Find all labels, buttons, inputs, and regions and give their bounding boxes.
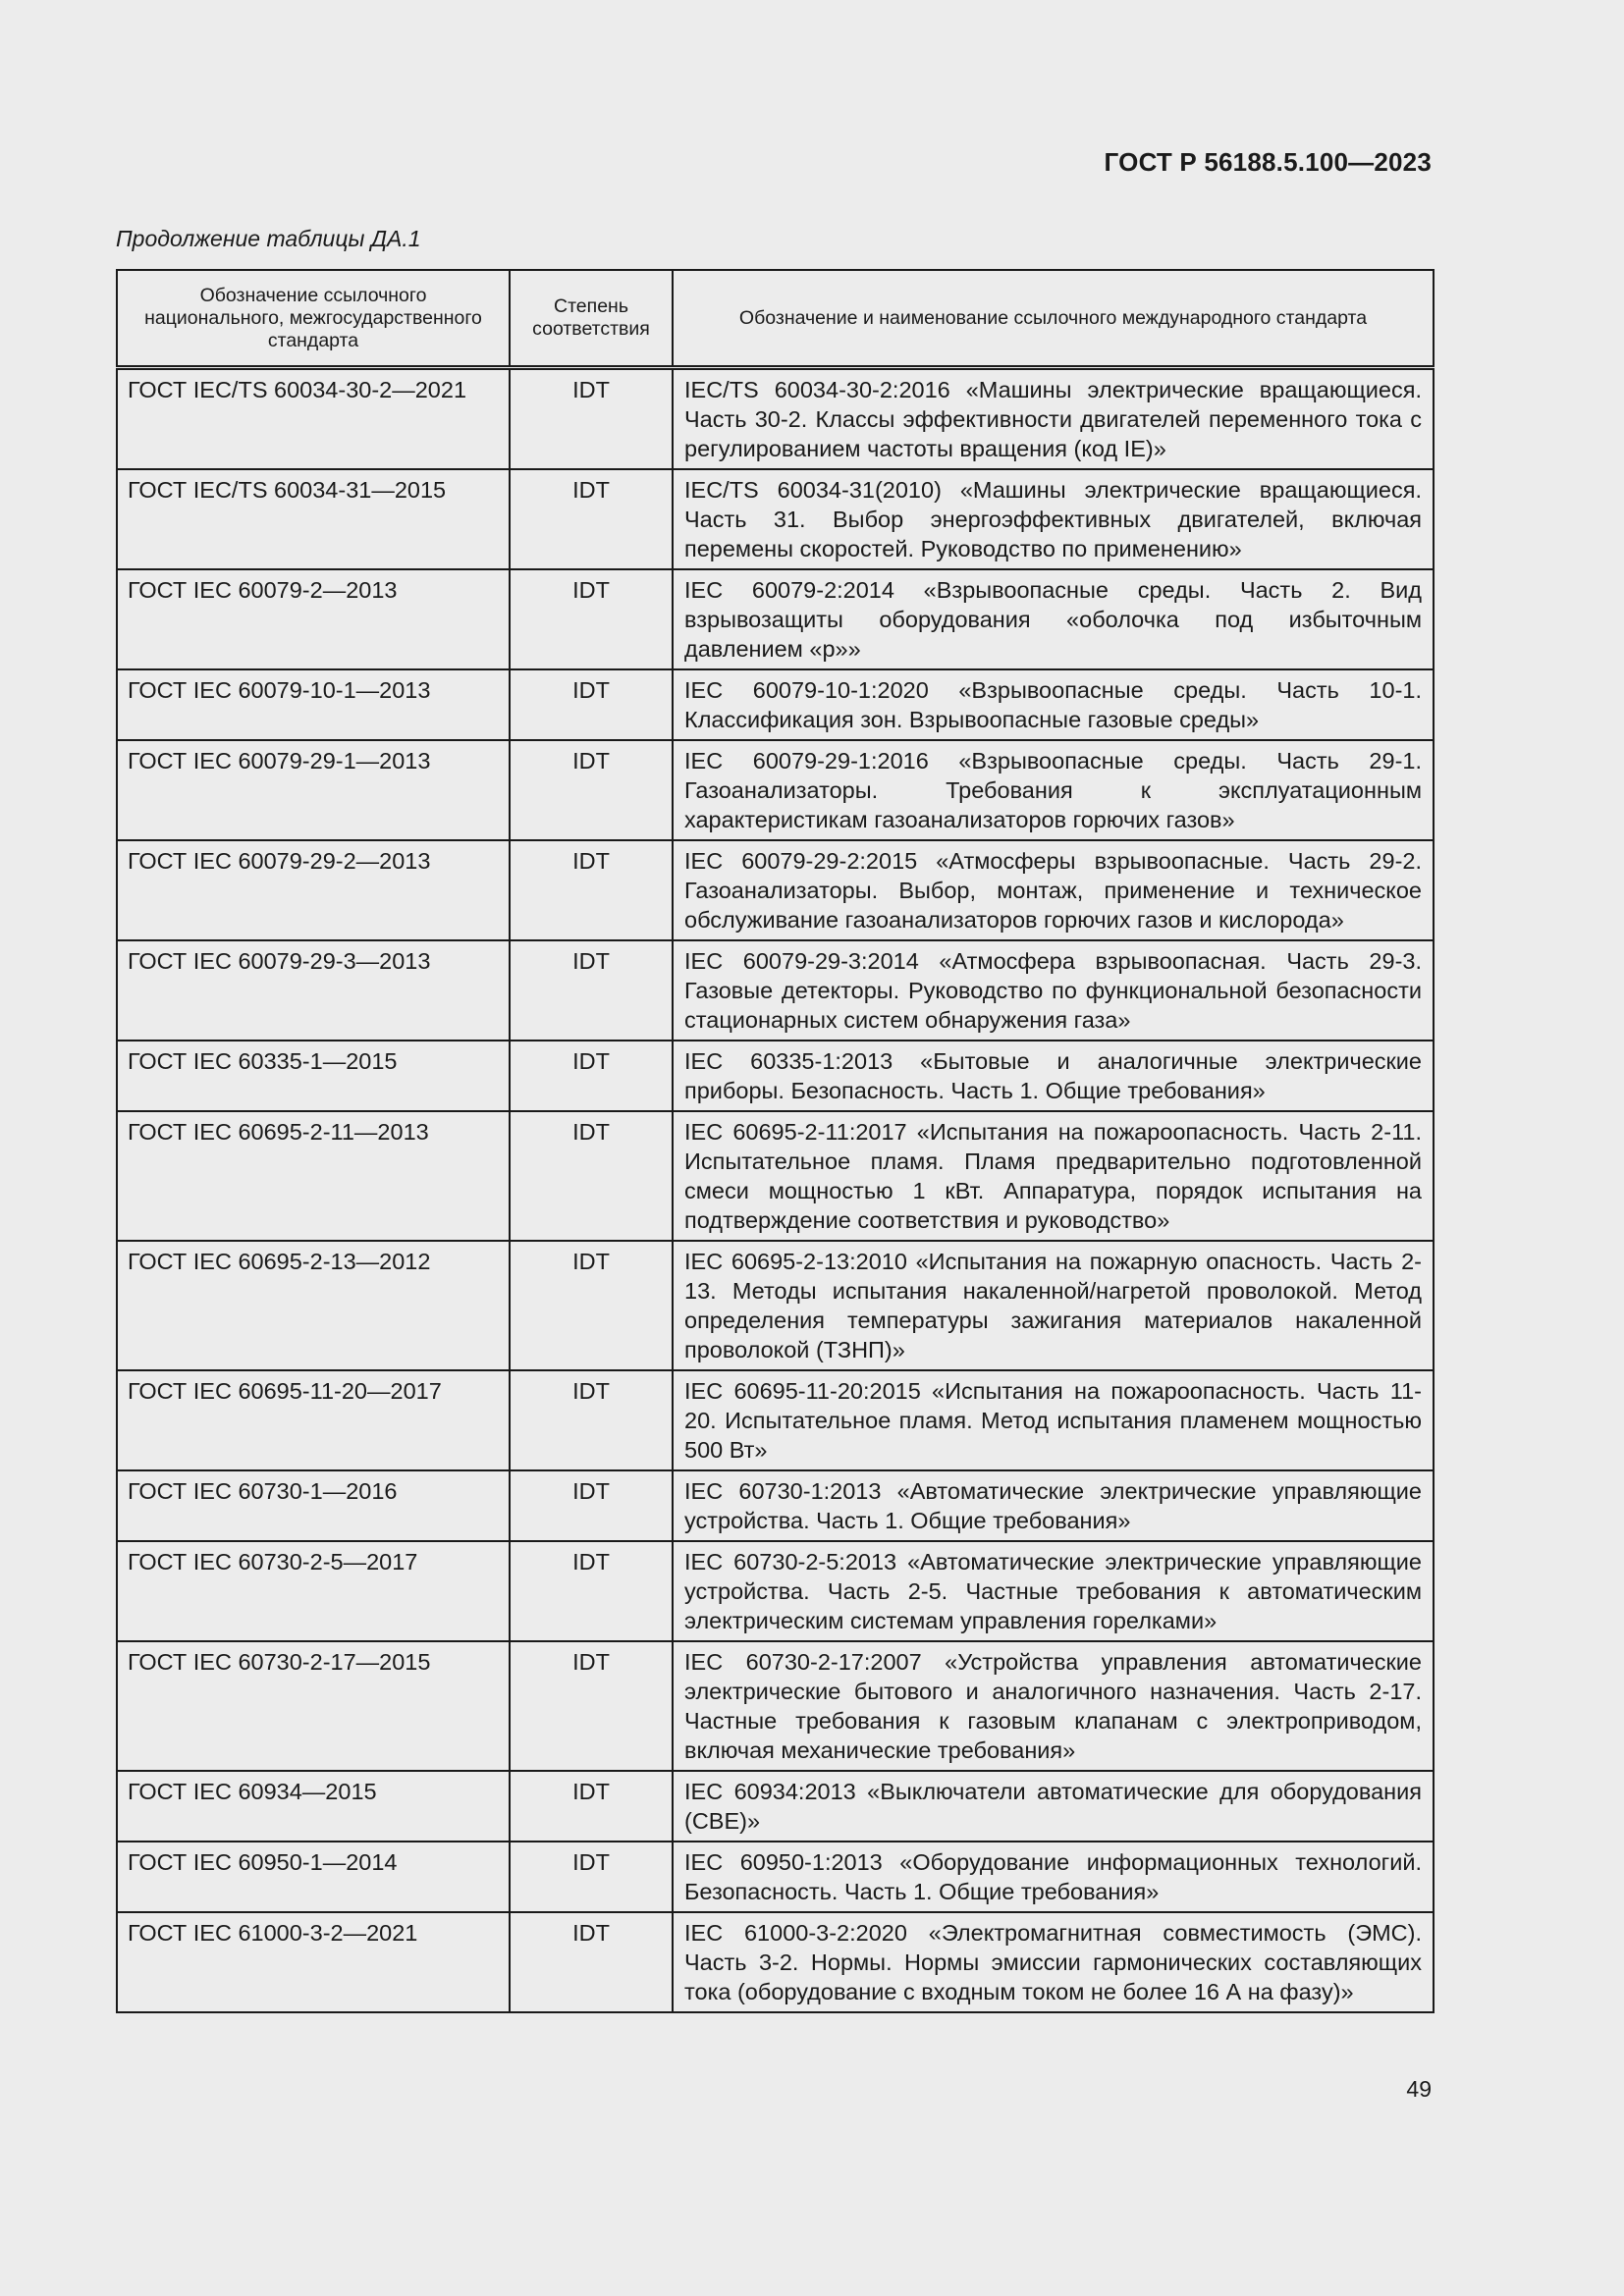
- table-row: [117, 1912, 1434, 2012]
- cell-national-standard: ГОСТ IEC 60335-1—2015: [117, 1041, 510, 1111]
- cell-degree: IDT: [510, 1641, 673, 1771]
- cell-degree: IDT: [510, 469, 673, 569]
- cell-international-standard: IEC 60079-29-2:2015 «Атмосферы взрывоопасные. Часть 29-2. Газоанализаторы. Выбор, монтаж, применение и техническое обслуживание газоанализаторов горючих газов и кислорода»: [673, 840, 1434, 940]
- cell-international-standard: IEC 60079-29-3:2014 «Атмосфера взрывоопасная. Часть 29-3. Газовые детекторы. Руководство по функциональной безопасности стационарных систем обнаружения газа»: [673, 940, 1434, 1041]
- cell-national-standard: ГОСТ IEC 60695-2-13—2012: [117, 1241, 510, 1370]
- cell-degree: IDT: [510, 1842, 673, 1912]
- cell-international-standard: IEC 60934:2013 «Выключатели автоматические для оборудования (CBE)»: [673, 1771, 1434, 1842]
- table-header: [117, 270, 1434, 368]
- table-row: [117, 840, 1434, 940]
- cell-national-standard: ГОСТ IEC 60079-29-1—2013: [117, 740, 510, 840]
- document-code: ГОСТ Р 56188.5.100—2023: [1104, 147, 1432, 177]
- cell-national-standard: ГОСТ IEC 60950-1—2014: [117, 1842, 510, 1912]
- reference-standards-table: [116, 269, 1435, 2013]
- cell-degree: IDT: [510, 840, 673, 940]
- cell-international-standard: IEC 61000-3-2:2020 «Электромагнитная совместимость (ЭМС). Часть 3-2. Нормы. Нормы эмиссии гармонических составляющих тока (оборудование с входным током не более 16 А на фазу)»: [673, 1912, 1434, 2012]
- table-row: [117, 940, 1434, 1041]
- column-header-degree: Степень соответствия: [510, 270, 673, 368]
- cell-international-standard: IEC 60950-1:2013 «Оборудование информационных технологий. Безопасность. Часть 1. Общие требования»: [673, 1842, 1434, 1912]
- cell-degree: IDT: [510, 1241, 673, 1370]
- cell-national-standard: ГОСТ IEC 60730-2-17—2015: [117, 1641, 510, 1771]
- cell-national-standard: ГОСТ IEC 60079-29-2—2013: [117, 840, 510, 940]
- cell-national-standard: ГОСТ IEC 60695-2-11—2013: [117, 1111, 510, 1241]
- cell-national-standard: ГОСТ IEC 60695-11-20—2017: [117, 1370, 510, 1470]
- cell-degree: IDT: [510, 368, 673, 470]
- table-row: [117, 1241, 1434, 1370]
- table-row: [117, 1641, 1434, 1771]
- table-header-row: [117, 270, 1434, 368]
- cell-international-standard: IEC 60730-2-17:2007 «Устройства управления автоматические электрические бытового и аналогичного назначения. Часть 2-17. Частные требования к газовым клапанам с электроприводом, включая механические требования»: [673, 1641, 1434, 1771]
- column-header-international-standard: Обозначение и наименование ссылочного международного стандарта: [673, 270, 1434, 368]
- cell-international-standard: IEC 60079-2:2014 «Взрывоопасные среды. Часть 2. Вид взрывозащиты оборудования «оболочка под избыточным давлением «p»»: [673, 569, 1434, 669]
- cell-degree: IDT: [510, 940, 673, 1041]
- cell-international-standard: IEC 60695-2-13:2010 «Испытания на пожарную опасность. Часть 2-13. Методы испытания накаленной/нагретой проволокой. Метод определения температуры зажигания материалов накаленной проволокой (ТЗНП)»: [673, 1241, 1434, 1370]
- table-row: [117, 1541, 1434, 1641]
- cell-national-standard: ГОСТ IEC 60934—2015: [117, 1771, 510, 1842]
- cell-degree: IDT: [510, 1912, 673, 2012]
- cell-international-standard: IEC 60695-2-11:2017 «Испытания на пожароопасность. Часть 2-11. Испытательное пламя. Пламя предварительно подготовленной смеси мощностью 1 кВт. Аппаратура, порядок испытания на подтверждение соответствия и руководство»: [673, 1111, 1434, 1241]
- table-row: [117, 1470, 1434, 1541]
- cell-national-standard: ГОСТ IEC 60079-10-1—2013: [117, 669, 510, 740]
- cell-international-standard: IEC 60730-1:2013 «Автоматические электрические управляющие устройства. Часть 1. Общие требования»: [673, 1470, 1434, 1541]
- column-header-national-standard: Обозначение ссылочного национального, межгосударственного стандарта: [117, 270, 510, 368]
- cell-degree: IDT: [510, 669, 673, 740]
- cell-international-standard: IEC/TS 60034-31(2010) «Машины электрические вращающиеся. Часть 31. Выбор энергоэффективных двигателей, включая перемены скоростей. Руководство по применению»: [673, 469, 1434, 569]
- cell-degree: IDT: [510, 740, 673, 840]
- cell-international-standard: IEC 60695-11-20:2015 «Испытания на пожароопасность. Часть 11-20. Испытательное пламя. Метод испытания пламенем мощностью 500 Вт»: [673, 1370, 1434, 1470]
- table-caption: Продолжение таблицы ДА.1: [116, 226, 421, 251]
- cell-national-standard: ГОСТ IEC 60730-1—2016: [117, 1470, 510, 1541]
- cell-international-standard: IEC/TS 60034-30-2:2016 «Машины электрические вращающиеся. Часть 30-2. Классы эффективности двигателей переменного тока с регулированием частоты вращения (код IE)»: [673, 368, 1434, 470]
- cell-national-standard: ГОСТ IEC 60079-29-3—2013: [117, 940, 510, 1041]
- table-body: [117, 368, 1434, 2013]
- table-row: [117, 669, 1434, 740]
- cell-national-standard: ГОСТ IEC 60730-2-5—2017: [117, 1541, 510, 1641]
- cell-international-standard: IEC 60079-10-1:2020 «Взрывоопасные среды. Часть 10-1. Классификация зон. Взрывоопасные газовые среды»: [673, 669, 1434, 740]
- cell-international-standard: IEC 60730-2-5:2013 «Автоматические электрические управляющие устройства. Часть 2-5. Частные требования к автоматическим электрическим системам управления горелками»: [673, 1541, 1434, 1641]
- cell-degree: IDT: [510, 1771, 673, 1842]
- table-row: [117, 1370, 1434, 1470]
- cell-national-standard: ГОСТ IEC/TS 60034-31—2015: [117, 469, 510, 569]
- table-row: [117, 469, 1434, 569]
- cell-national-standard: ГОСТ IEC 61000-3-2—2021: [117, 1912, 510, 2012]
- cell-degree: IDT: [510, 1541, 673, 1641]
- cell-degree: IDT: [510, 1111, 673, 1241]
- cell-international-standard: IEC 60335-1:2013 «Бытовые и аналогичные электрические приборы. Безопасность. Часть 1. Общие требования»: [673, 1041, 1434, 1111]
- page-number: 49: [1406, 2076, 1432, 2102]
- cell-international-standard: IEC 60079-29-1:2016 «Взрывоопасные среды. Часть 29-1. Газоанализаторы. Требования к эксплуатационным характеристикам газоанализаторов горючих газов»: [673, 740, 1434, 840]
- cell-degree: IDT: [510, 1041, 673, 1111]
- cell-degree: IDT: [510, 1370, 673, 1470]
- table-row: [117, 1771, 1434, 1842]
- cell-degree: IDT: [510, 1470, 673, 1541]
- table-row: [117, 1842, 1434, 1912]
- cell-national-standard: ГОСТ IEC 60079-2—2013: [117, 569, 510, 669]
- table-row: [117, 740, 1434, 840]
- table-row: [117, 368, 1434, 470]
- table-row: [117, 1111, 1434, 1241]
- cell-national-standard: ГОСТ IEC/TS 60034-30-2—2021: [117, 368, 510, 470]
- table-row: [117, 569, 1434, 669]
- cell-degree: IDT: [510, 569, 673, 669]
- table-row: [117, 1041, 1434, 1111]
